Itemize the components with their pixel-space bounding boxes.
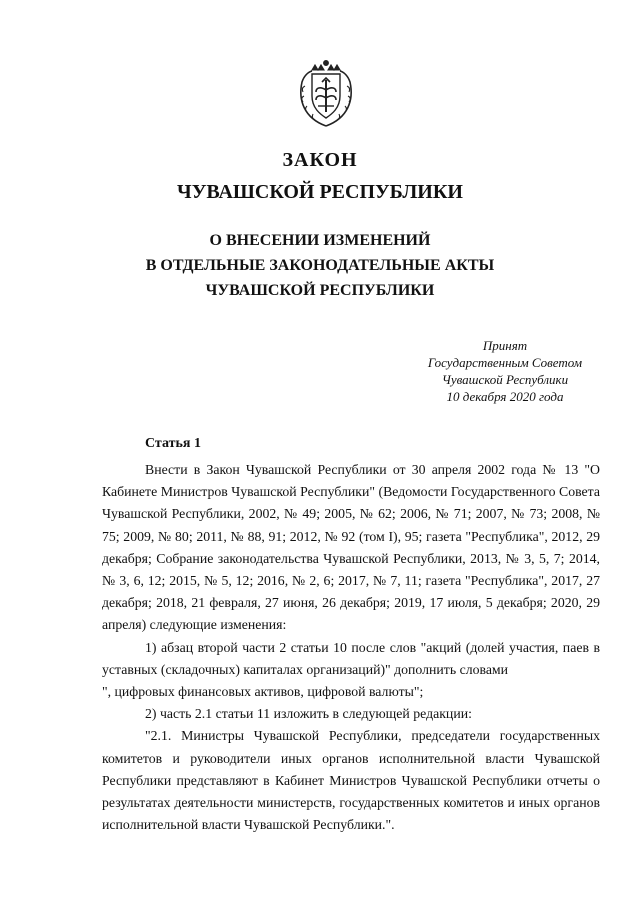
adoption-date: 10 декабря 2020 года (446, 389, 564, 404)
adoption-line: Принят (482, 338, 528, 353)
coat-of-arms-emblem (294, 56, 358, 128)
article-paragraph: "2.1. Министры Чувашской Республики, председатели государственных комитетов и руководители иных органов исполнительной власти Чувашской Республики представляют в Кабинет Министров Чувашской Республики отчеты о результатах деятельности министерств, государственных комитетов и иных органов исполнительной власти Чувашской Республики.". (102, 728, 600, 833)
document-title: ЗАКОН (282, 149, 358, 171)
law-subject-heading (0, 228, 640, 303)
adoption-line: Государственным Советом (427, 355, 583, 370)
law-subject-line: О ВНЕСЕНИИ ИЗМЕНЕНИЙ (209, 232, 431, 249)
document-title-republic: ЧУВАШСКОЙ РЕСПУБЛИКИ (177, 181, 463, 203)
article-paragraph: 2) часть 2.1 статьи 11 изложить в следующей редакции: (145, 706, 472, 722)
adoption-note (410, 337, 600, 405)
article-paragraph: Внести в Закон Чувашской Республики от 30 апреля 2002 года № 13 "О Кабинете Министров Чувашской Республики" (Ведомости Государственного Совета Чувашской Республики, 2002, № 49; 2005, № 62; 2006, № 71; 2007, № 73; 2008, № 75; 2009, № 80; 2011, № 88, 91; 2012, № 92 (том I), 95; газета "Республика", 2012, 29 декабря; Собрание законодательства Чувашской Республики, 2013, № 3, 5, 7; 2014, № 3, 6, 12; 2015, № 5, 12; 2016, № 2, 6; 2017, № 7, 11; газета "Республика", 2017, 27 декабря; 2018, 21 февраля, 27 июня, 26 декабря; 2019, 17 июля, 5 декабря; 2020, 29 апреля) следующие изменения: (102, 462, 600, 633)
adoption-line: Чувашской Республики (441, 372, 569, 387)
article-paragraph: 1) абзац второй части 2 статьи 10 после слов "акций (долей участия, паев в уставных (складочных) капиталах организаций)" дополнить словами (102, 639, 600, 677)
article-heading: Статья 1 (145, 436, 201, 451)
article-body (102, 459, 600, 836)
law-subject-line: В ОТДЕЛЬНЫЕ ЗАКОНОДАТЕЛЬНЫЕ АКТЫ (145, 257, 495, 274)
law-subject-line: ЧУВАШСКОЙ РЕСПУБЛИКИ (205, 282, 435, 299)
article-paragraph: ", цифровых финансовых активов, цифровой валюты"; (102, 684, 424, 700)
